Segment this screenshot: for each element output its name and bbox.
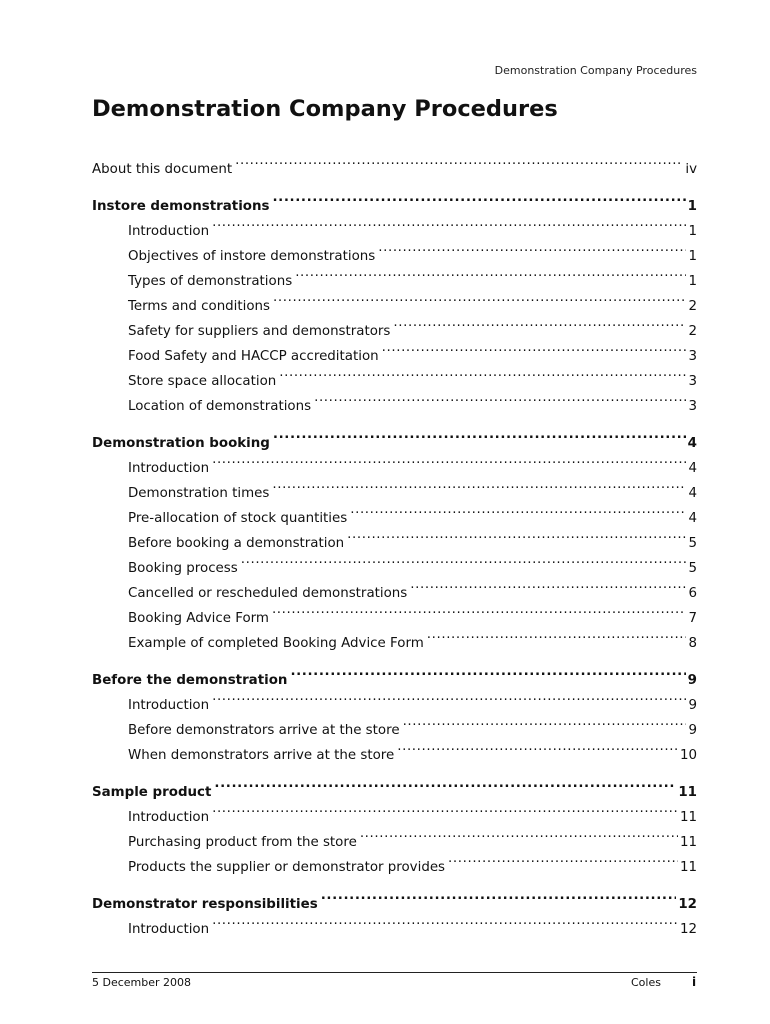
running-header: Demonstration Company Procedures <box>494 64 697 77</box>
toc-entry-page: 4 <box>688 486 697 501</box>
toc-section-entry[interactable] <box>92 659 697 688</box>
toc-entry-page: 2 <box>688 299 697 314</box>
toc-entry-label: Types of demonstrations <box>128 274 293 289</box>
toc-entry-page: 11 <box>679 810 697 825</box>
toc-dot-leader <box>378 235 686 260</box>
toc-entry-page: 2 <box>688 324 697 339</box>
toc-section-entry[interactable] <box>92 185 697 214</box>
toc-entry-label: Cancelled or rescheduled demonstrations <box>128 586 408 601</box>
toc-dot-leader <box>212 908 678 933</box>
toc-entry-page: 1 <box>687 199 697 214</box>
toc-entry-label: Pre-allocation of stock quantities <box>128 511 348 526</box>
toc-dot-leader <box>212 210 686 235</box>
toc-entry-page: 11 <box>679 860 697 875</box>
toc-dot-leader <box>410 572 686 597</box>
toc-entry-page: 11 <box>679 835 697 850</box>
toc-entry-page: 5 <box>688 561 697 576</box>
toc-entry-page: 9 <box>688 723 697 738</box>
toc-dot-leader <box>214 771 676 796</box>
toc-entry-page: 5 <box>688 536 697 551</box>
toc-entry-label: Purchasing product from the store <box>128 835 357 850</box>
toc-dot-leader <box>347 522 686 547</box>
toc-dot-leader <box>273 422 686 447</box>
footer-rule <box>92 972 697 973</box>
toc-entry-label: Products the supplier or demonstrator provides <box>128 860 446 875</box>
table-of-contents <box>92 148 697 937</box>
toc-dot-leader <box>393 310 686 335</box>
toc-dot-leader <box>295 260 686 285</box>
toc-dot-leader <box>350 497 686 522</box>
toc-dot-leader <box>212 684 686 709</box>
toc-entry-page: 7 <box>688 611 697 626</box>
toc-section-entry[interactable] <box>92 883 697 912</box>
toc-entry-label: Introduction <box>128 224 210 239</box>
toc-entry-label: Food Safety and HACCP accreditation <box>128 349 379 364</box>
footer-date: 5 December 2008 <box>92 976 192 989</box>
toc-dot-leader <box>241 547 687 572</box>
toc-entry-page: 3 <box>688 374 697 389</box>
footer-page-number: i <box>692 975 697 989</box>
toc-entry-page: 1 <box>688 274 697 289</box>
toc-entry-page: 3 <box>688 349 697 364</box>
toc-entry-label: Demonstration times <box>128 486 270 501</box>
toc-entry-label: Safety for suppliers and demonstrators <box>128 324 391 339</box>
toc-entry-page: 4 <box>688 461 697 476</box>
toc-entry-page: 1 <box>688 224 697 239</box>
toc-entry-label: Instore demonstrations <box>92 199 270 214</box>
toc-dot-leader <box>272 597 687 622</box>
toc-dot-leader <box>427 622 687 647</box>
toc-entry-page: 9 <box>687 673 697 688</box>
toc-dot-leader <box>290 659 685 684</box>
toc-dot-leader <box>397 734 678 759</box>
toc-dot-leader <box>279 360 686 385</box>
toc-entry-label: Before booking a demonstration <box>128 536 345 551</box>
toc-entry-page: 10 <box>679 748 697 763</box>
toc-dot-leader <box>273 285 686 310</box>
toc-entry-label: Demonstrator responsibilities <box>92 897 318 912</box>
toc-dot-leader <box>235 148 683 173</box>
toc-entry-page: 12 <box>678 897 697 912</box>
toc-entry-label: Booking process <box>128 561 238 576</box>
toc-entry-label: Terms and conditions <box>128 299 271 314</box>
toc-entry-label: Example of completed Booking Advice Form <box>128 636 424 651</box>
footer-company: Coles <box>631 976 661 989</box>
toc-entry-page: iv <box>685 162 697 177</box>
toc-entry-label: Before demonstrators arrive at the store <box>128 723 400 738</box>
toc-entry-label: Store space allocation <box>128 374 277 389</box>
toc-entry-page: 4 <box>687 436 697 451</box>
toc-dot-leader <box>321 883 677 908</box>
toc-section-entry[interactable] <box>92 771 697 800</box>
toc-entry-label: Location of demonstrations <box>128 399 312 414</box>
toc-entry-label: Objectives of instore demonstrations <box>128 249 376 264</box>
toc-dot-leader <box>314 385 686 410</box>
toc-dot-leader <box>403 709 687 734</box>
toc-entry-page: 3 <box>688 399 697 414</box>
toc-entry-label: Sample product <box>92 785 212 800</box>
toc-entry-label: Before the demonstration <box>92 673 288 688</box>
toc-entry-page: 11 <box>678 785 697 800</box>
toc-entry-page: 4 <box>688 511 697 526</box>
toc-entry-page: 12 <box>679 922 697 937</box>
toc-dot-leader <box>382 335 687 360</box>
toc-entry-label: Introduction <box>128 698 210 713</box>
toc-entry-page: 6 <box>688 586 697 601</box>
toc-entry-label: Introduction <box>128 461 210 476</box>
toc-dot-leader <box>273 185 686 210</box>
toc-dot-leader <box>212 447 686 472</box>
toc-entry-label: When demonstrators arrive at the store <box>128 748 395 763</box>
toc-section-entry[interactable] <box>92 422 697 451</box>
toc-entry-label: Introduction <box>128 922 210 937</box>
toc-entry-page: 1 <box>688 249 697 264</box>
toc-entry-page: 8 <box>688 636 697 651</box>
toc-dot-leader <box>212 796 678 821</box>
toc-dot-leader <box>360 821 678 846</box>
toc-entry-label: Introduction <box>128 810 210 825</box>
toc-dot-leader <box>448 846 678 871</box>
toc-entry-label: Booking Advice Form <box>128 611 269 626</box>
toc-entry-page: 9 <box>688 698 697 713</box>
toc-dot-leader <box>272 472 686 497</box>
toc-entry-label: About this document <box>92 162 233 177</box>
page-title: Demonstration Company Procedures <box>92 96 558 122</box>
toc-entry-label: Demonstration booking <box>92 436 270 451</box>
toc-entry[interactable] <box>92 148 697 177</box>
